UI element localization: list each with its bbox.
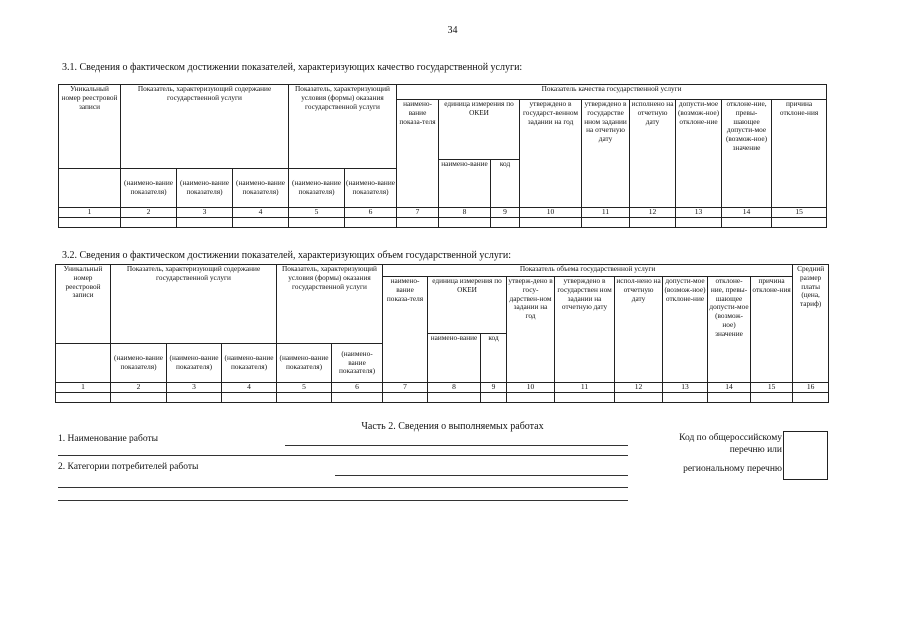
column-number: 4 [222,383,277,393]
hdr-excess-deviation: отклоне-ние, превы-шающее допусти-мое (возмож-ное) значение [708,277,751,383]
hdr-sub-name: (наимено-вание показателя) [222,344,277,383]
consumers-line-3[interactable] [58,500,628,501]
column-number: 5 [289,208,345,218]
work-name-label: 1. Наименование работы [58,434,159,444]
column-number: 8 [439,208,491,218]
column-number: 3 [177,208,233,218]
hdr-sub-name: (наимено-вание показателя) [289,169,345,208]
table-row [56,393,829,403]
column-number: 5 [277,383,332,393]
hdr-sub-name: (наимено-вание показателя) [332,344,383,383]
part2-title: Часть 2. Сведения о выполняемых работах [361,421,544,432]
code-label-line-2: перечню или [729,445,782,455]
work-name-line-2[interactable] [58,455,628,456]
column-number: 1 [56,383,111,393]
hdr-reason: причина отклоне-ния [751,277,793,383]
column-number: 12 [630,208,676,218]
hdr-unit-name: наимено-вание [439,160,491,208]
hdr-approved-task: утверждено в государст-венном задании на год [520,100,582,208]
hdr-unit: единица измерения по ОКЕИ [439,100,520,160]
hdr-indicator-name: наимено-вание показа-теля [397,100,439,208]
column-number: 9 [491,208,520,218]
column-number: 10 [507,383,555,393]
hdr-unique-number: Уникальный номер реестровой записи [59,85,121,169]
hdr-sub-name: (наимено-вание показателя) [111,344,167,383]
hdr-allowed-deviation: допусти-мое (возмож-ное) отклоне-ние [663,277,708,383]
column-number: 2 [121,208,177,218]
hdr-executed: испол-нено на отчетную дату [615,277,663,383]
column-number: 11 [555,383,615,393]
hdr-unit-code: код [491,160,520,208]
hdr-sub-name: (наимено-вание показателя) [177,169,233,208]
consumers-label: 2. Категории потребителей работы [58,462,199,472]
hdr-approved-reporting: утверждено в государствен ном задании на отчетную дату [555,277,615,383]
quality-indicators-table [58,84,827,228]
hdr-volume-indicator: Показатель объема государственной услуги [383,265,793,277]
hdr-approved-task: утверж-дено в госу-дарствен-ном задании на год [507,277,555,383]
column-number: 7 [383,383,428,393]
hdr-unit-code: код [481,334,507,383]
work-name-line[interactable] [285,445,628,446]
hdr-sub-name: (наимено-вание показателя) [277,344,332,383]
hdr-sub-name: (наимено-вание показателя) [233,169,289,208]
column-number: 16 [793,383,829,393]
column-number: 1 [59,208,121,218]
hdr-sub-name: (наимено-вание показателя) [345,169,397,208]
hdr-content-indicator: Показатель, характеризующий содержание государственной услуги [121,85,289,169]
column-number: 13 [663,383,708,393]
hdr-executed: исполнено на отчетную дату [630,100,676,208]
hdr-sub-name: (наимено-вание показателя) [167,344,222,383]
consumers-line-2[interactable] [58,487,628,488]
column-number: 15 [772,208,827,218]
column-number: 15 [751,383,793,393]
page-number: 34 [447,25,458,36]
hdr-allowed-deviation: допусти-мое (возмож-ное) отклоне-ние [676,100,722,208]
hdr-content-indicator: Показатель, характеризующий содержание государственной услуги [111,265,277,344]
column-number: 12 [615,383,663,393]
column-number: 7 [397,208,439,218]
consumers-line[interactable] [335,475,628,476]
volume-indicators-table [55,264,829,403]
hdr-reason: причина отклоне-ния [772,100,827,208]
hdr-conditions-indicator: Показатель, характеризующий условия (формы) оказания государственной услуги [277,265,383,344]
column-number: 14 [722,208,772,218]
section-32-title: 3.2. Сведения о фактическом достижении показателей, характеризующих объем государственной услуги: [62,250,512,261]
hdr-unit: единица измерения по ОКЕИ [428,277,507,334]
column-number: 13 [676,208,722,218]
code-input-box[interactable] [783,431,828,480]
hdr-unique-number: Уникальный номер реестровой записи [56,265,111,344]
column-number: 6 [345,208,397,218]
hdr-average-price: Средний размер платы (цена, тариф) [793,265,829,383]
column-number: 9 [481,383,507,393]
hdr-sub-name: (наимено-вание показателя) [121,169,177,208]
column-number: 8 [428,383,481,393]
column-number: 14 [708,383,751,393]
hdr-quality-indicator: Показатель качества государственной услуги [397,85,827,100]
section-31-title: 3.1. Сведения о фактическом достижении показателей, характеризующих качество государственной услуги: [62,62,523,73]
code-label-line-1: Код по общероссийскому [679,433,782,443]
hdr-conditions-indicator: Показатель, характеризующий условия (формы) оказания государственной услуги [289,85,397,169]
column-number: 10 [520,208,582,218]
hdr-approved-reporting: утверждено в государстве нном задании на отчетную дату [582,100,630,208]
hdr-unit-name: наимено-вание [428,334,481,383]
table-row [59,218,827,228]
hdr-indicator-name: наимено-вание показа-теля [383,277,428,383]
column-number: 6 [332,383,383,393]
hdr-excess-deviation: отклоне-ние, превы-шающее допусти-мое (возмож-ное) значение [722,100,772,208]
column-number: 3 [167,383,222,393]
column-number: 11 [582,208,630,218]
column-number: 4 [233,208,289,218]
column-number: 2 [111,383,167,393]
code-label-line-3: региональному перечню [683,464,782,474]
